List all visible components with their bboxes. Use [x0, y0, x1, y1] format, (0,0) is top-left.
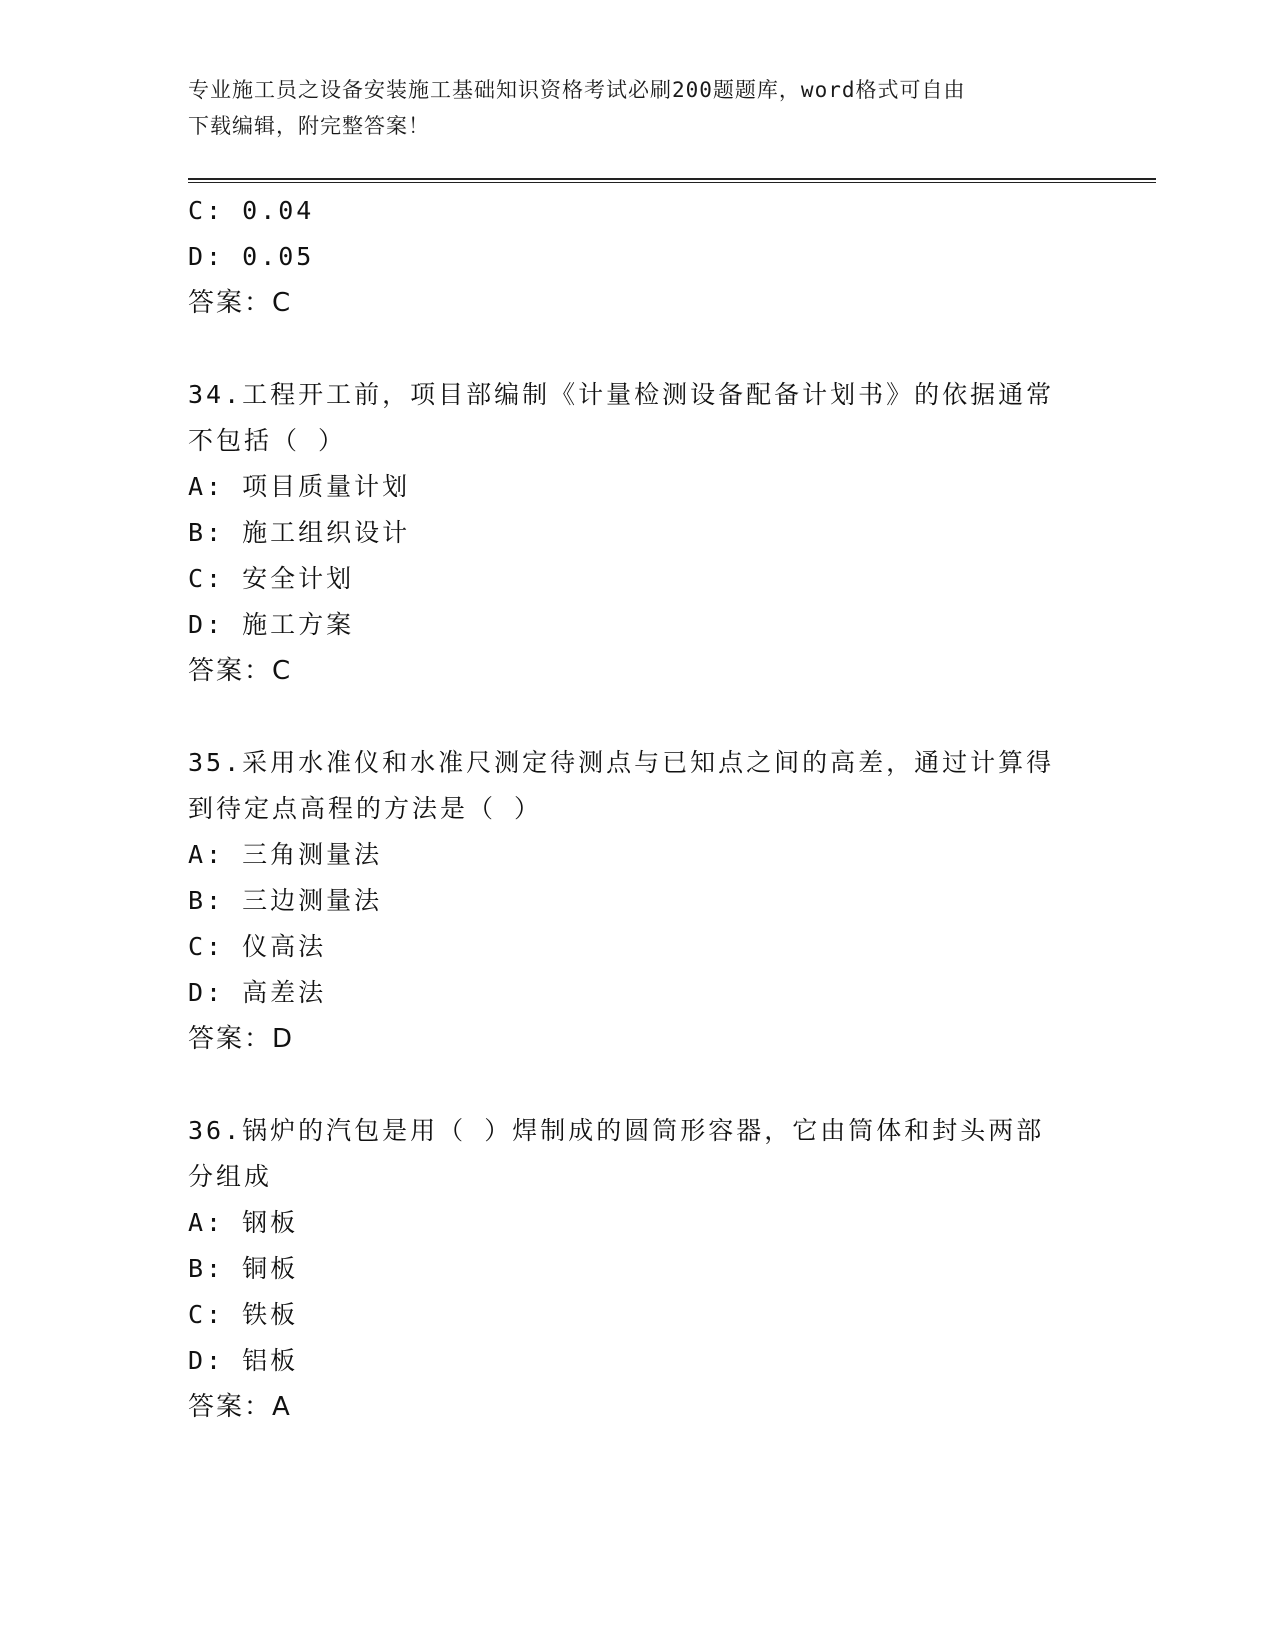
option-a: A: 钢板 — [188, 1208, 299, 1237]
previous-question-tail — [188, 188, 1088, 326]
question-stem-line-2: 到待定点高程的方法是（ ） — [188, 794, 543, 823]
option-c: C: 安全计划 — [188, 564, 355, 593]
option-d: D: 0.05 — [188, 242, 315, 271]
header-divider — [188, 178, 1156, 183]
option-b: B: 三边测量法 — [188, 886, 383, 915]
option-d: D: 高差法 — [188, 978, 327, 1007]
answer-line: 答案：D — [188, 1024, 295, 1054]
option-c: C: 仪高法 — [188, 932, 327, 961]
question-stem-line-1: 34.工程开工前，项目部编制《计量检测设备配备计划书》的依据通常 — [188, 380, 1055, 409]
header-line-1: 专业施工员之设备安装施工基础知识资格考试必刷200题题库，word格式可自由 — [188, 78, 966, 102]
option-d: D: 铝板 — [188, 1346, 299, 1375]
page-header — [188, 72, 1068, 144]
option-a: A: 项目质量计划 — [188, 472, 411, 501]
option-c: C: 0.04 — [188, 196, 315, 225]
option-b: B: 铜板 — [188, 1254, 299, 1283]
question-36 — [188, 1108, 1088, 1430]
header-line-2: 下载编辑，附完整答案！ — [188, 114, 430, 138]
answer-line: 答案：A — [188, 1392, 292, 1422]
spacer — [188, 326, 1088, 372]
question-stem-line-1: 35.采用水准仪和水准尺测定待测点与已知点之间的高差，通过计算得 — [188, 748, 1055, 777]
spacer — [188, 694, 1088, 740]
question-stem-line-1: 36.锅炉的汽包是用（ ）焊制成的圆筒形容器，它由筒体和封头两部 — [188, 1116, 1045, 1145]
option-b: B: 施工组织设计 — [188, 518, 411, 547]
question-stem-line-2: 分组成 — [188, 1162, 273, 1191]
spacer — [188, 1062, 1088, 1108]
question-list — [188, 188, 1088, 1430]
question-35 — [188, 740, 1088, 1062]
answer-line: 答案：C — [188, 656, 293, 686]
option-a: A: 三角测量法 — [188, 840, 383, 869]
answer-line: 答案：C — [188, 288, 293, 318]
option-c: C: 铁板 — [188, 1300, 299, 1329]
option-d: D: 施工方案 — [188, 610, 355, 639]
question-34 — [188, 372, 1088, 694]
question-stem-line-2: 不包括（ ） — [188, 426, 347, 455]
